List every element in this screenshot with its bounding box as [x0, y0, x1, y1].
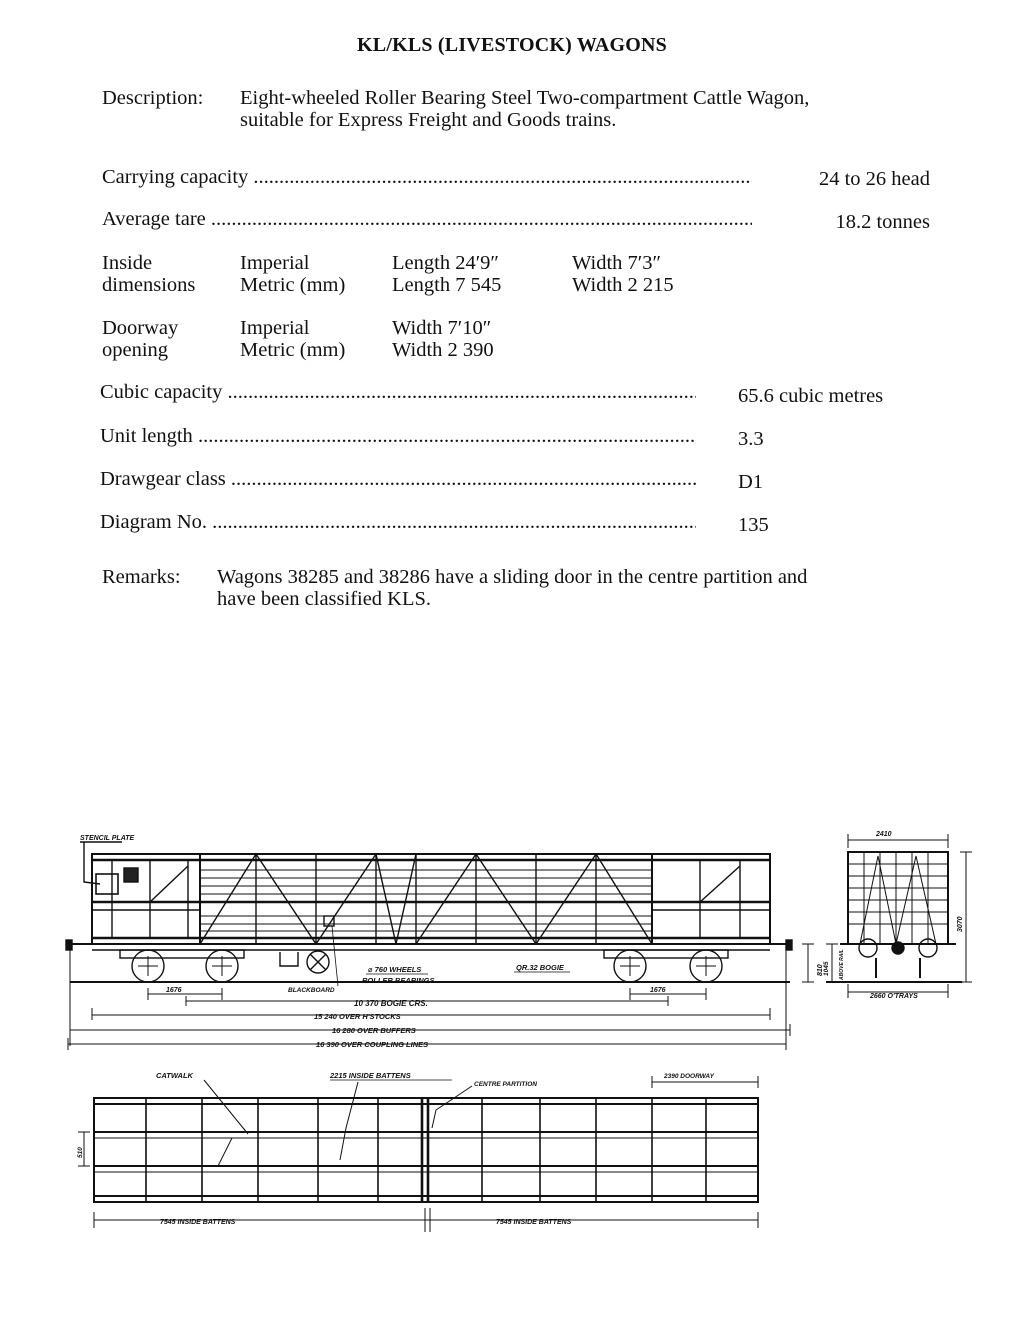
- remarks-line-1: Wagons 38285 and 38286 have a sliding door in the centre partition and: [217, 566, 808, 588]
- average-tare-label: Average tare: [102, 208, 206, 230]
- inside-length-imperial: Length 24′9″: [392, 252, 499, 274]
- doorway-opening-label-2: opening: [102, 339, 169, 361]
- unit-length-row: [100, 425, 696, 447]
- dim-510: 510: [77, 1147, 84, 1158]
- dim-buffers: 16 280 OVER BUFFERS: [332, 1026, 416, 1035]
- doorway-metric: Metric (mm): [240, 339, 346, 361]
- dim-coupling: 16 390 OVER COUPLING LINES: [316, 1040, 429, 1049]
- remarks-label: Remarks:: [102, 566, 181, 588]
- description-line-1: Eight-wheeled Roller Bearing Steel Two-compartment Cattle Wagon,: [240, 87, 810, 109]
- drawgear-class-row: [100, 468, 696, 490]
- dim-3070: 3070: [957, 916, 964, 932]
- carrying-capacity-row: [102, 166, 752, 188]
- cubic-capacity-label: Cubic capacity: [100, 381, 223, 403]
- side-elevation: [66, 835, 824, 1050]
- page-title: KL/KLS (LIVESTOCK) WAGONS: [357, 34, 667, 56]
- inside-width-metric: Width 2 215: [572, 274, 674, 296]
- average-tare-row: [102, 208, 752, 230]
- unit-length-value: 3.3: [738, 428, 764, 450]
- wagon-drawing: [0, 820, 1024, 1240]
- inside-dimensions-metric: Metric (mm): [240, 274, 346, 296]
- description-label: Description:: [102, 87, 204, 109]
- dim-1676-right: 1676: [650, 987, 666, 994]
- dim-bogie-crs: 10 370 BOGIE CRS.: [354, 999, 428, 1008]
- inside-dimensions-imperial: Imperial: [240, 252, 310, 274]
- carrying-capacity-value: 24 to 26 head: [818, 168, 930, 190]
- plan-view: [77, 1071, 758, 1232]
- dim-810: 810: [817, 964, 824, 976]
- dim-2215-label: 2215 INSIDE BATTENS: [330, 1071, 411, 1080]
- inside-dimensions-label-2: dimensions: [102, 274, 196, 296]
- inside-dimensions-label-1: Inside: [102, 252, 153, 274]
- wheels-label: ⌀ 760 WHEELS: [368, 965, 422, 974]
- inside-width-imperial: Width 7′3″: [572, 252, 662, 274]
- catwalk-label: CATWALK: [156, 1071, 193, 1080]
- cubic-capacity-row: [100, 381, 696, 403]
- stencil-plate-label: STENCIL PLATE: [80, 835, 135, 842]
- dim-7545-right: 7545 INSIDE BATTENS: [496, 1219, 572, 1226]
- diagram-no-value: 135: [738, 514, 769, 536]
- dim-headstocks: 15 240 OVER H'STOCKS: [314, 1012, 401, 1021]
- doorway-opening-label-1: Doorway: [102, 317, 179, 339]
- unit-length-label: Unit length: [100, 425, 193, 447]
- dim-1045: 1045: [823, 961, 830, 976]
- centre-partition-label: CENTRE PARTITION: [474, 1081, 537, 1088]
- doorway-imperial: Imperial: [240, 317, 310, 339]
- remarks-line-2: have been classified KLS.: [217, 588, 432, 610]
- description-line-2: suitable for Express Freight and Goods trains.: [240, 109, 617, 131]
- diagram-no-label: Diagram No.: [100, 511, 208, 533]
- above-rail-label: ABOVE RAIL: [839, 949, 845, 980]
- dim-2390-label: 2390 DOORWAY: [664, 1073, 714, 1080]
- diagram-no-row: [100, 511, 696, 533]
- dim-2660: 2660 O'TRAYS: [870, 993, 918, 1000]
- drawgear-class-value: D1: [738, 471, 764, 493]
- drawgear-class-label: Drawgear class: [100, 468, 226, 490]
- dim-7545-left: 7545 INSIDE BATTENS: [160, 1219, 236, 1226]
- doorway-width-imperial: Width 7′10″: [392, 317, 492, 339]
- blackboard-label: BLACKBOARD: [288, 987, 335, 994]
- carrying-capacity-label: Carrying capacity: [102, 166, 249, 188]
- bogie-label: QR.32 BOGIE: [516, 963, 564, 972]
- doorway-width-metric: Width 2 390: [392, 339, 494, 361]
- cubic-capacity-value: 65.6 cubic metres: [738, 385, 884, 407]
- end-elevation: [823, 831, 972, 1000]
- dim-2410: 2410: [876, 831, 892, 838]
- average-tare-value: 18.2 tonnes: [835, 211, 930, 233]
- roller-bearings-label: ROLLER BEARINGS: [362, 976, 435, 985]
- dim-1676-left: 1676: [166, 987, 182, 994]
- inside-length-metric: Length 7 545: [392, 274, 502, 296]
